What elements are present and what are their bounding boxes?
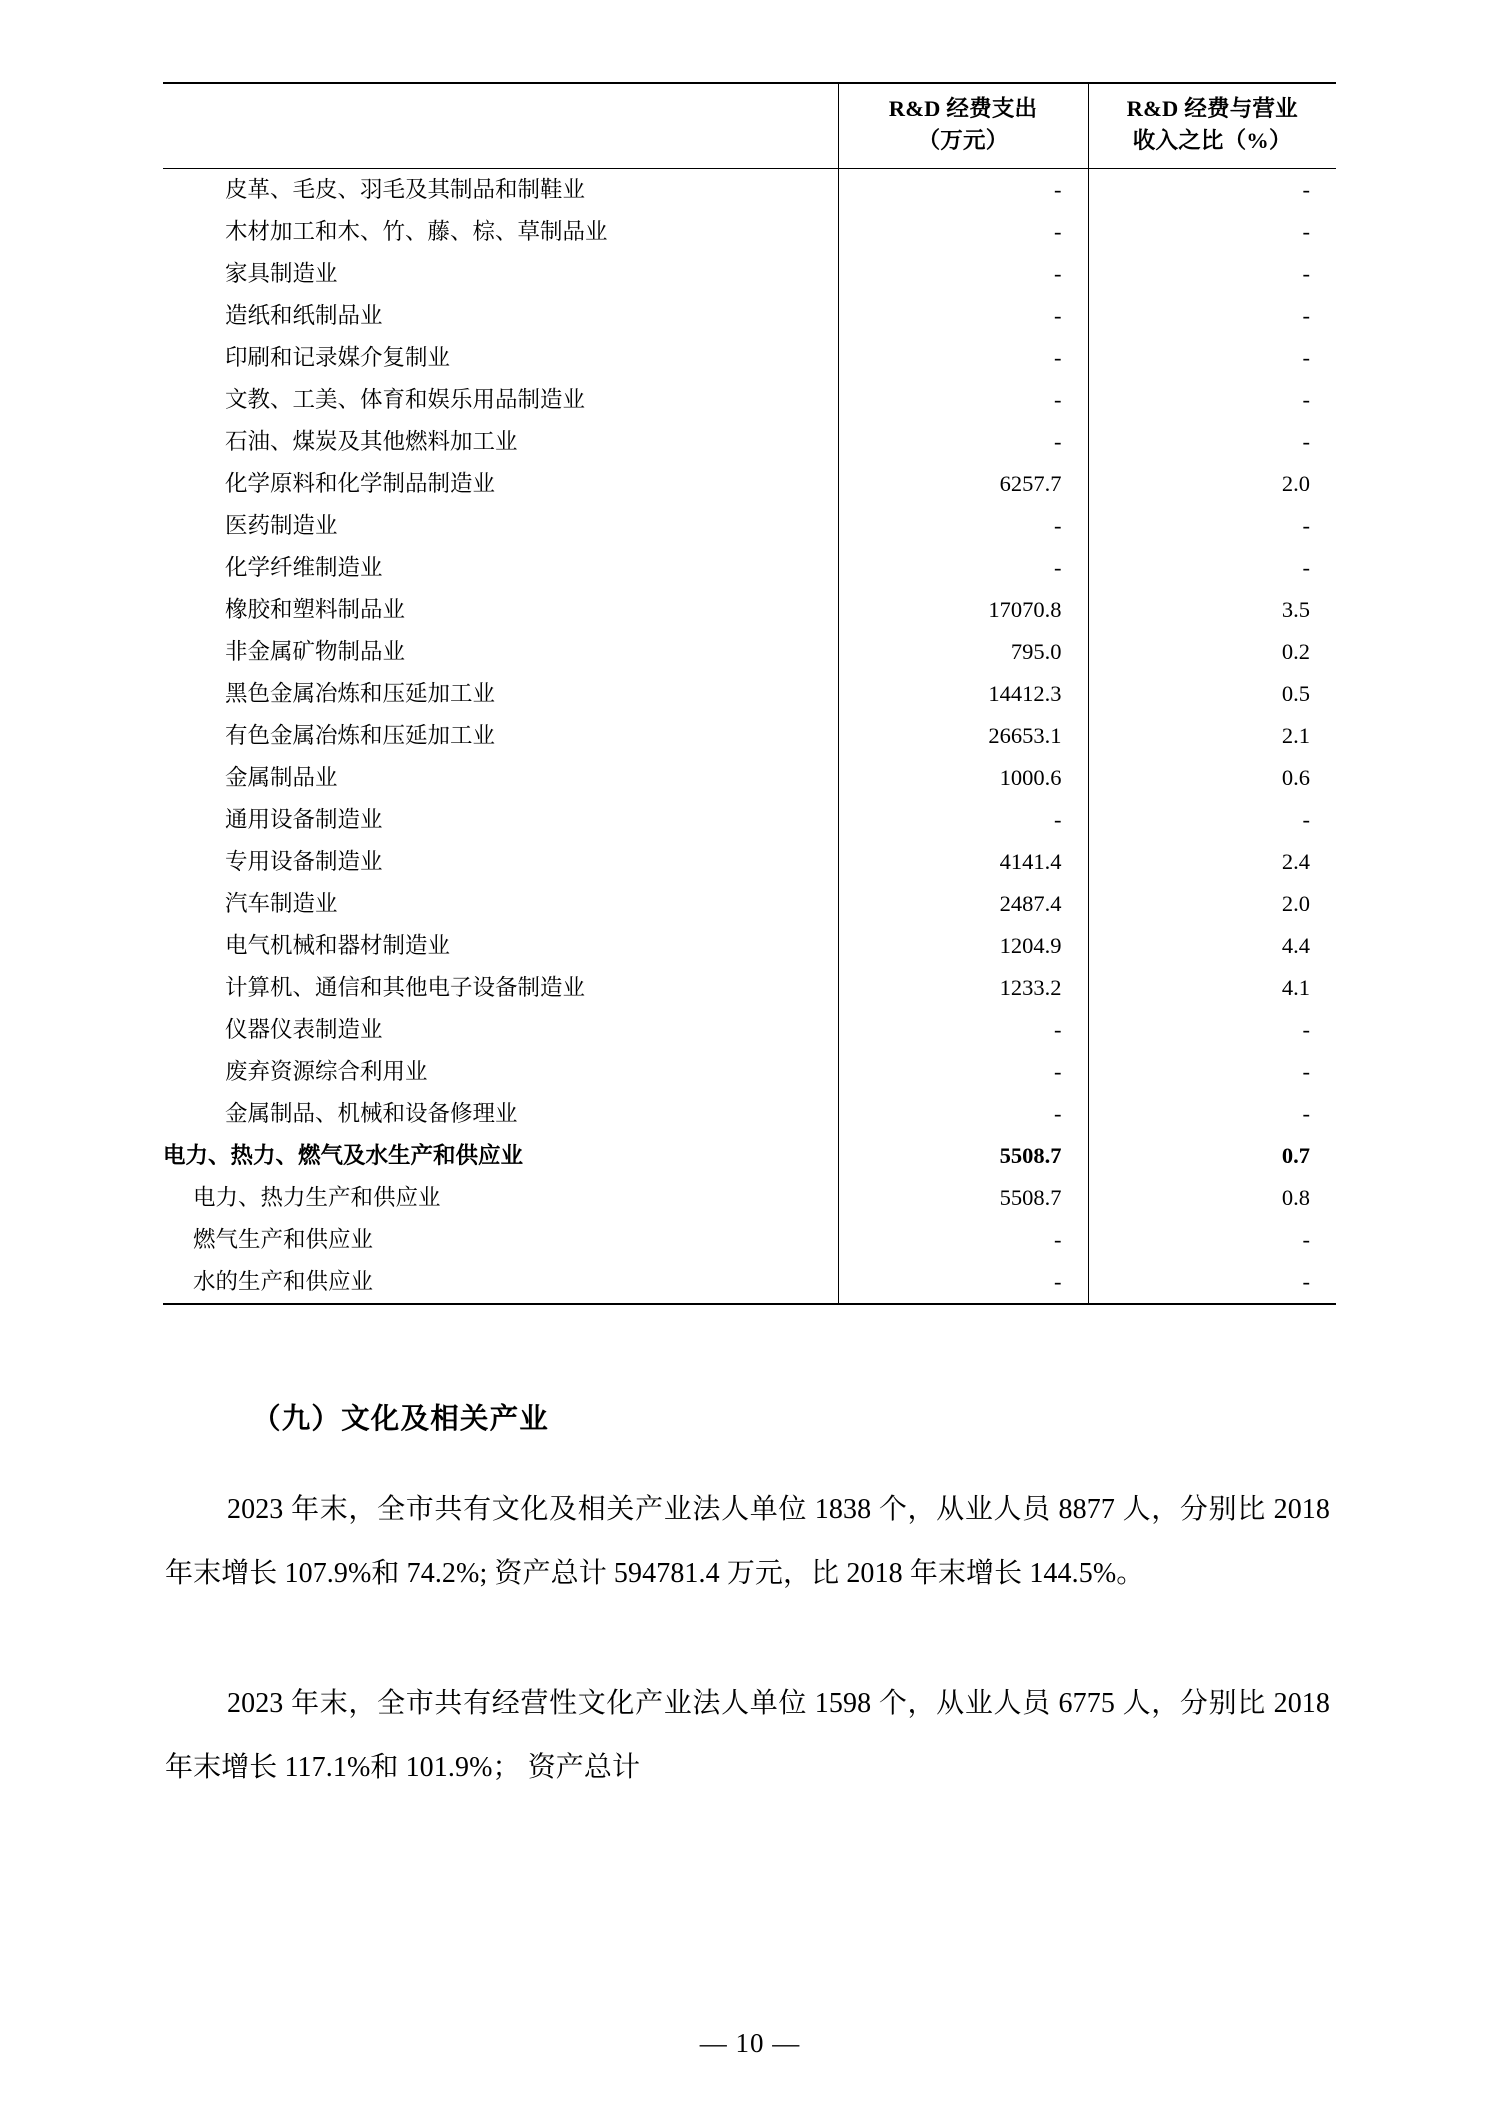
- table-cell-rd-ratio: 0.2: [1281, 638, 1310, 664]
- table-row: [163, 1261, 1336, 1304]
- table-cell-rd-ratio: 0.8: [1281, 1184, 1310, 1210]
- column-header-industry: [163, 83, 838, 168]
- table-row: [163, 168, 1336, 211]
- column-header-rd-ratio-line1: R&D 经费与营业: [1126, 96, 1298, 121]
- table-cell-rd-ratio: -: [1302, 176, 1310, 202]
- table-cell-rd-ratio: -: [1302, 344, 1310, 370]
- table-cell-industry-name: 计算机、通信和其他电子设备制造业: [163, 967, 838, 1009]
- table-cell-rd-expenditure: -: [838, 799, 1088, 841]
- table-cell-industry-name: 废弃资源综合利用业: [163, 1051, 838, 1093]
- table-cell-rd-ratio: -: [1302, 218, 1310, 244]
- table-cell-rd-ratio: -: [1088, 1261, 1336, 1304]
- table-cell-industry-name: 电力、热力、燃气及水生产和供应业: [163, 1135, 838, 1177]
- table-row: [163, 841, 1336, 883]
- table-cell-rd-expenditure: -: [838, 168, 1088, 211]
- table-cell-industry-name: 化学原料和化学制品制造业: [163, 463, 838, 505]
- table-cell-rd-expenditure: -: [838, 1219, 1088, 1261]
- table-cell-rd-ratio: -: [1302, 386, 1310, 412]
- table-cell-industry-name: 黑色金属冶炼和压延加工业: [163, 673, 838, 715]
- table-cell-rd-expenditure: 795.0: [838, 631, 1088, 673]
- table-row: [163, 463, 1336, 505]
- table-row: [163, 379, 1336, 421]
- table-cell-industry-name: 石油、煤炭及其他燃料加工业: [163, 421, 838, 463]
- table-row: [163, 1093, 1336, 1135]
- table-cell-rd-ratio: -: [1302, 302, 1310, 328]
- table-cell-rd-ratio: 2.4: [1281, 848, 1310, 874]
- table-cell-industry-name: 专用设备制造业: [163, 841, 838, 883]
- table-cell-rd-ratio: -: [1302, 1016, 1310, 1042]
- paragraph-text: 2023 年末，全市共有经营性文化产业法人单位 1598 个，从业人员 6775 人，分别比 2018 年末增长 117.1%和 101.9%； 资产总计: [165, 1688, 1330, 1783]
- table-cell-industry-name: 电力、热力生产和供应业: [163, 1177, 838, 1219]
- table-header: [163, 83, 1336, 168]
- table-row: [163, 967, 1336, 1009]
- table-cell-industry-name: 电气机械和器材制造业: [163, 925, 838, 967]
- paragraph-commercial-cultural-industry: [165, 1672, 1330, 1800]
- table-cell-rd-ratio: -: [1302, 428, 1310, 454]
- table-cell-rd-ratio: -: [1302, 1058, 1310, 1084]
- table-cell-rd-expenditure: 2487.4: [838, 883, 1088, 925]
- table-cell-rd-expenditure: -: [838, 211, 1088, 253]
- table-cell-rd-ratio: 4.1: [1281, 974, 1310, 1000]
- table-cell-industry-name: 造纸和纸制品业: [163, 295, 838, 337]
- column-header-rd-ratio-line2: 收入之比（%）: [1132, 127, 1292, 153]
- table-row: [163, 421, 1336, 463]
- table-cell-industry-name: 化学纤维制造业: [163, 547, 838, 589]
- table-cell-rd-expenditure: -: [838, 1051, 1088, 1093]
- table-cell-rd-expenditure: 26653.1: [838, 715, 1088, 757]
- table-cell-industry-name: 橡胶和塑料制品业: [163, 589, 838, 631]
- table-row: [163, 1009, 1336, 1051]
- table-cell-industry-name: 有色金属冶炼和压延加工业: [163, 715, 838, 757]
- table-cell-rd-expenditure: 1204.9: [838, 925, 1088, 967]
- table-cell-industry-name: 皮革、毛皮、羽毛及其制品和制鞋业: [163, 168, 838, 211]
- table-cell-rd-expenditure: 17070.8: [838, 589, 1088, 631]
- column-header-rd-expenditure: [838, 83, 1088, 168]
- table-row: [163, 295, 1336, 337]
- table-cell-rd-expenditure: -: [838, 421, 1088, 463]
- table-cell-industry-name: 非金属矿物制品业: [163, 631, 838, 673]
- column-header-rd-ratio: [1088, 83, 1336, 168]
- rd-expenditure-table-wrapper: [163, 82, 1336, 1305]
- table-cell-rd-expenditure: -: [838, 505, 1088, 547]
- table-row: [163, 673, 1336, 715]
- table-row: [163, 337, 1336, 379]
- table-cell-rd-ratio: -: [1302, 512, 1310, 538]
- table-cell-rd-ratio: 4.4: [1281, 932, 1310, 958]
- table-cell-rd-expenditure: 6257.7: [838, 463, 1088, 505]
- column-header-rd-expenditure-line2: （万元）: [917, 127, 1009, 153]
- table-cell-industry-name: 印刷和记录媒介复制业: [163, 337, 838, 379]
- table-cell-rd-ratio: -: [1302, 1226, 1310, 1252]
- table-row: [163, 1051, 1336, 1093]
- paragraph-cultural-industry-overview: [165, 1478, 1330, 1606]
- column-header-rd-expenditure-line1: R&D 经费支出: [888, 96, 1038, 121]
- table-cell-rd-ratio: 0.6: [1281, 764, 1310, 790]
- table-cell-rd-expenditure: -: [838, 253, 1088, 295]
- table-cell-rd-expenditure: 1000.6: [838, 757, 1088, 799]
- table-cell-rd-ratio: 3.5: [1281, 596, 1310, 622]
- table-cell-industry-name: 水的生产和供应业: [163, 1261, 838, 1304]
- table-cell-industry-name: 燃气生产和供应业: [163, 1219, 838, 1261]
- table-cell-rd-ratio: 0.5: [1281, 680, 1310, 706]
- table-body: [163, 168, 1336, 1304]
- table-cell-rd-ratio: 2.0: [1281, 890, 1310, 916]
- table-cell-rd-ratio: 0.7: [1281, 1142, 1310, 1168]
- table-cell-rd-expenditure: 1233.2: [838, 967, 1088, 1009]
- table-cell-rd-ratio: -: [1302, 260, 1310, 286]
- table-row: [163, 757, 1336, 799]
- paragraph-text: 2023 年末，全市共有文化及相关产业法人单位 1838 个，从业人员 8877 人，分别比 2018 年末增长 107.9%和 74.2%; 资产总计 594781.4 万元，比 2018 年末增长 144.5%。: [165, 1494, 1330, 1589]
- table-cell-rd-expenditure: 5508.7: [838, 1177, 1088, 1219]
- table-cell-rd-ratio: -: [1302, 806, 1310, 832]
- table-row: [163, 505, 1336, 547]
- table-cell-industry-name: 金属制品业: [163, 757, 838, 799]
- table-cell-industry-name: 金属制品、机械和设备修理业: [163, 1093, 838, 1135]
- table-cell-rd-expenditure: -: [838, 1093, 1088, 1135]
- table-cell-industry-name: 汽车制造业: [163, 883, 838, 925]
- table-cell-rd-expenditure: -: [838, 547, 1088, 589]
- table-row: [163, 211, 1336, 253]
- table-cell-rd-ratio: 2.0: [1281, 470, 1310, 496]
- table-cell-industry-name: 通用设备制造业: [163, 799, 838, 841]
- table-cell-rd-ratio: -: [1302, 554, 1310, 580]
- table-cell-industry-name: 家具制造业: [163, 253, 838, 295]
- table-cell-rd-ratio: -: [1302, 1100, 1310, 1126]
- table-cell-industry-name: 仪器仪表制造业: [163, 1009, 838, 1051]
- table-cell-rd-expenditure: 14412.3: [838, 673, 1088, 715]
- table-cell-rd-expenditure: -: [838, 1009, 1088, 1051]
- table-header-row: [163, 83, 1336, 168]
- table-row: [163, 589, 1336, 631]
- table-cell-rd-expenditure: 4141.4: [838, 841, 1088, 883]
- page-number: — 10 —: [699, 2028, 801, 2058]
- table-row: [163, 253, 1336, 295]
- table-cell-rd-expenditure: -: [838, 295, 1088, 337]
- section-title: （九）文化及相关产业: [252, 1401, 550, 1435]
- table-row: [163, 1177, 1336, 1219]
- table-row: [163, 547, 1336, 589]
- table-cell-rd-expenditure: -: [838, 337, 1088, 379]
- table-row: [163, 799, 1336, 841]
- table-cell-rd-expenditure: -: [838, 1261, 1088, 1304]
- table-cell-rd-expenditure: 5508.7: [838, 1135, 1088, 1177]
- table-row: [163, 715, 1336, 757]
- table-row: [163, 1135, 1336, 1177]
- table-row: [163, 631, 1336, 673]
- table-row: [163, 1219, 1336, 1261]
- table-row: [163, 925, 1336, 967]
- table-cell-rd-expenditure: -: [838, 379, 1088, 421]
- table-cell-industry-name: 文教、工美、体育和娱乐用品制造业: [163, 379, 838, 421]
- table-cell-industry-name: 木材加工和木、竹、藤、棕、草制品业: [163, 211, 838, 253]
- table-row: [163, 883, 1336, 925]
- table-cell-rd-ratio: 2.1: [1281, 722, 1310, 748]
- rd-expenditure-table: [163, 82, 1336, 1305]
- table-cell-industry-name: 医药制造业: [163, 505, 838, 547]
